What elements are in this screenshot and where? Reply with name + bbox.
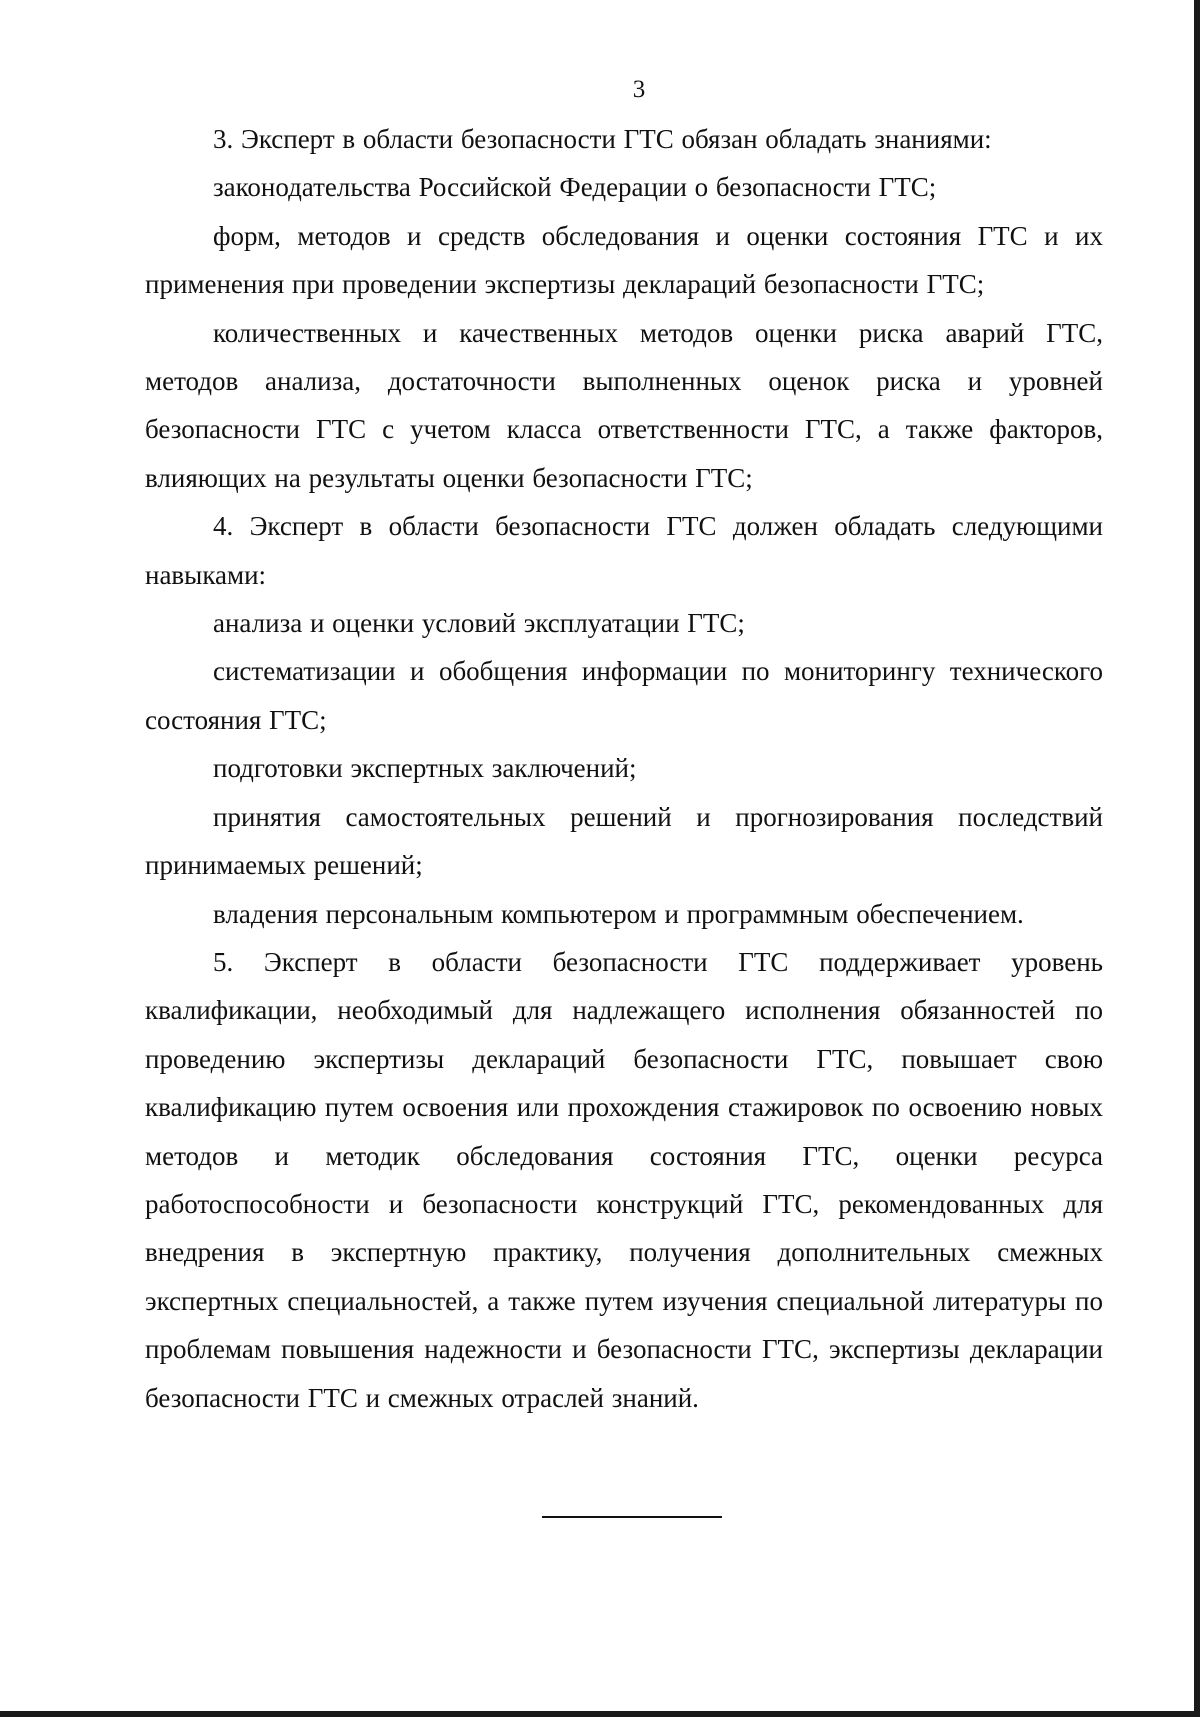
paragraph-operating-conditions: анализа и оценки условий эксплуатации ГТС; [213,608,745,639]
paragraph-monitoring: систематизации и обобщения информации по мониторингу технического состояния ГТС; [145,656,1103,735]
document-page [145,70,1103,1422]
paragraph-legislation: законодательства Российской Федерации о безопасности ГТС; [213,172,937,203]
paragraph-inspection-methods: форм, методов и средств обследования и оценки состояния ГТС и их применения при проведении экспертизы деклараций безопасности ГТС; [145,220,1103,300]
paragraph-knowledge-heading: 3. Эксперт в области безопасности ГТС обязан обладать знаниями: [213,124,992,154]
paragraph-computer-skills: владения персональным компьютером и программным обеспечением. [213,898,1024,929]
page-number: 3 [632,76,646,103]
scan-border-right [1194,0,1200,1717]
paragraph-decisions: принятия самостоятельных решений и прогнозирования последствий принимаемых решений; [145,801,1103,881]
paragraph-qualification: 5. Эксперт в области безопасности ГТС поддерживает уровень квалификации, необходимый для надлежащего исполнения обязанностей по проведению экспертизы деклараций безопасности ГТС, повышает свою квалификацию путем освоения или прохождения стажировок по освоению новых методов и методик обследования состояния ГТС, оценки ресурса работоспособности и безопасности конструкций ГТС, рекомендованных для внедрения в экспертную практику, получения дополнительных смежных экспертных специальностей, а также путем изучения специальной литературы по проблемам повышения надежности и безопасности ГТС, экспертизы декларации безопасности ГТС и смежных отраслей знаний. [145,946,1103,1413]
end-of-text-rule [542,1516,722,1518]
paragraph-expert-conclusions: подготовки экспертных заключений; [213,753,637,784]
document-body [145,115,1103,1422]
paragraph-risk-assessment: количественных и качественных методов оценки риска аварий ГТС, методов анализа, достаточности выполненных оценок риска и уровней безопасности ГТС с учетом класса ответственности ГТС, а также факторов, влияющих на результаты оценки безопасности ГТС; [145,317,1103,493]
paragraph-skills-heading: 4. Эксперт в области безопасности ГТС должен обладать следующими навыками: [145,511,1103,590]
scan-border-bottom [0,1711,1200,1717]
